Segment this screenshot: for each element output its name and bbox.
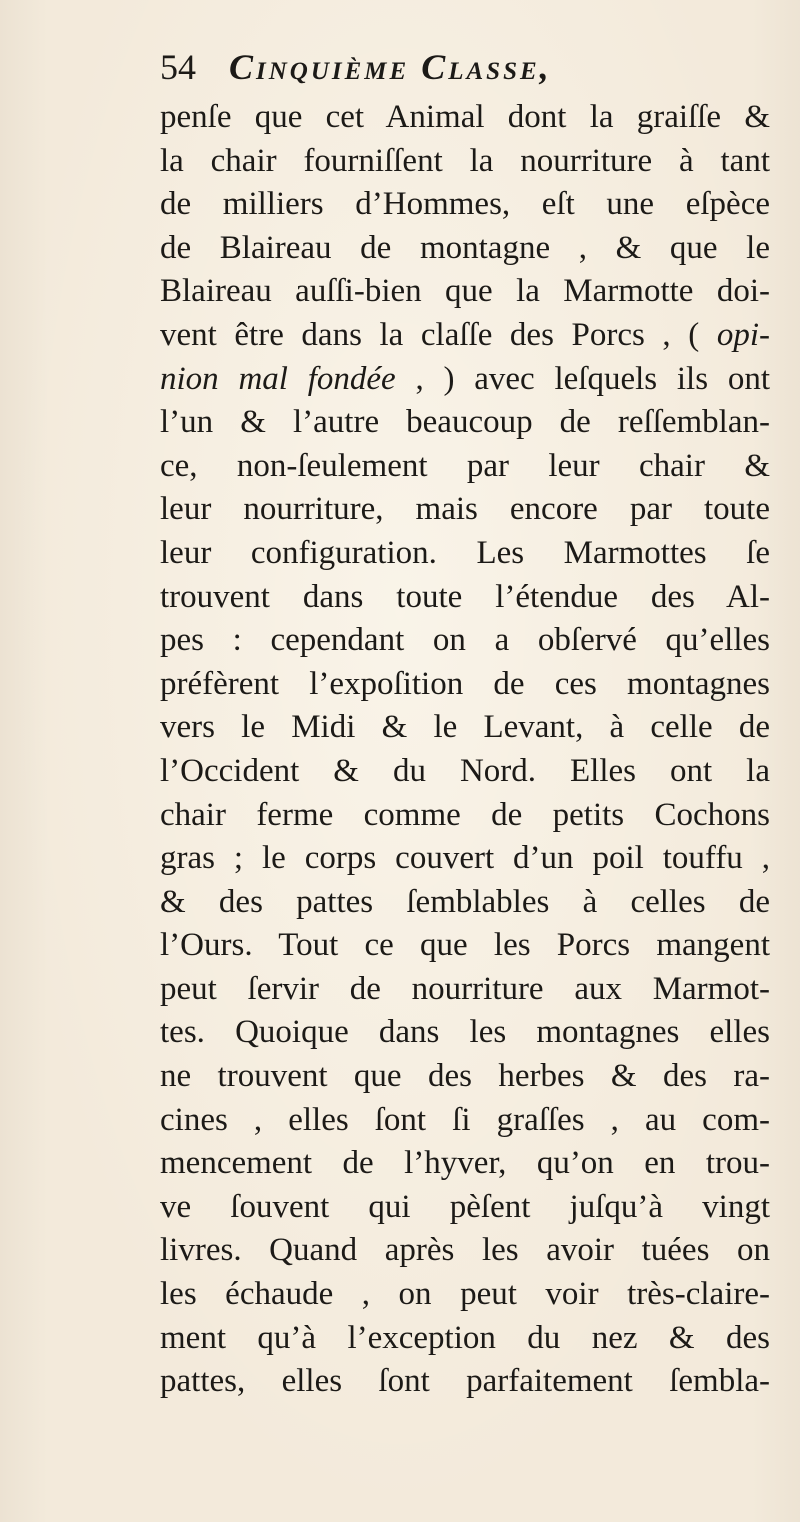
text-line: pes : cependant on a obſervé qu’elles xyxy=(160,622,770,659)
text-line: préfèrent l’expoſition de ces montagnes xyxy=(160,665,770,702)
running-title: Cinquième Classe, xyxy=(229,47,552,87)
text-line: la chair fourniſſent la nourriture à tant xyxy=(160,142,770,179)
text-line: ce, non-ſeulement par leur chair & xyxy=(160,447,770,484)
text-line: tes. Quoique dans les montagnes elles xyxy=(160,1014,770,1051)
text-line: mencement de l’hyver, qu’on en trou- xyxy=(160,1145,770,1182)
text-line: ment qu’à l’exception du nez & des xyxy=(160,1319,770,1356)
text-line: nion mal fondée , ) avec leſquels ils ont xyxy=(160,360,770,397)
text-line: vers le Midi & le Levant, à celle de xyxy=(160,709,770,746)
text-line: cines , elles ſont ſi graſſes , au com- xyxy=(160,1101,770,1138)
text-line: trouvent dans toute l’étendue des Al- xyxy=(160,578,770,615)
text-line: & des pattes ſemblables à celles de xyxy=(160,883,770,920)
text-line: livres. Quand après les avoir tuées on xyxy=(160,1232,770,1269)
text-line: l’un & l’autre beaucoup de reſſemblan- xyxy=(160,404,770,441)
text-line: peut ſervir de nourriture aux Marmot- xyxy=(160,970,770,1007)
text-line: vent être dans la claſſe des Porcs , ( opi- xyxy=(160,316,770,353)
text-line: leur configuration. Les Marmottes ſe xyxy=(160,534,770,571)
text-line: l’Occident & du Nord. Elles ont la xyxy=(160,752,770,789)
text-line: Blaireau auſſi-bien que la Marmotte doi- xyxy=(160,273,770,310)
text-line: gras ; le corps couvert d’un poil touffu , xyxy=(160,840,770,877)
text-line: chair ferme comme de petits Cochons xyxy=(160,796,770,833)
text-line: ne trouvent que des herbes & des ra- xyxy=(160,1058,770,1095)
body-text xyxy=(160,96,770,1404)
text-line: leur nourriture, mais encore par toute xyxy=(160,491,770,528)
text-line: de Blaireau de montagne , & que le xyxy=(160,229,770,266)
text-line: l’Ours. Tout ce que les Porcs mangent xyxy=(160,927,770,964)
page-number: 54 xyxy=(160,47,196,87)
text-line: penſe que cet Animal dont la graiſſe & xyxy=(160,99,770,135)
text-line: ve ſouvent qui pèſent juſqu’à vingt xyxy=(160,1188,770,1225)
text-line: les échaude , on peut voir très-claire- xyxy=(160,1276,770,1313)
page-header xyxy=(160,44,760,90)
text-line: de milliers d’Hommes, eſt une eſpèce xyxy=(160,186,770,223)
text-line: pattes, elles ſont parfaitement ſembla- xyxy=(160,1363,770,1400)
